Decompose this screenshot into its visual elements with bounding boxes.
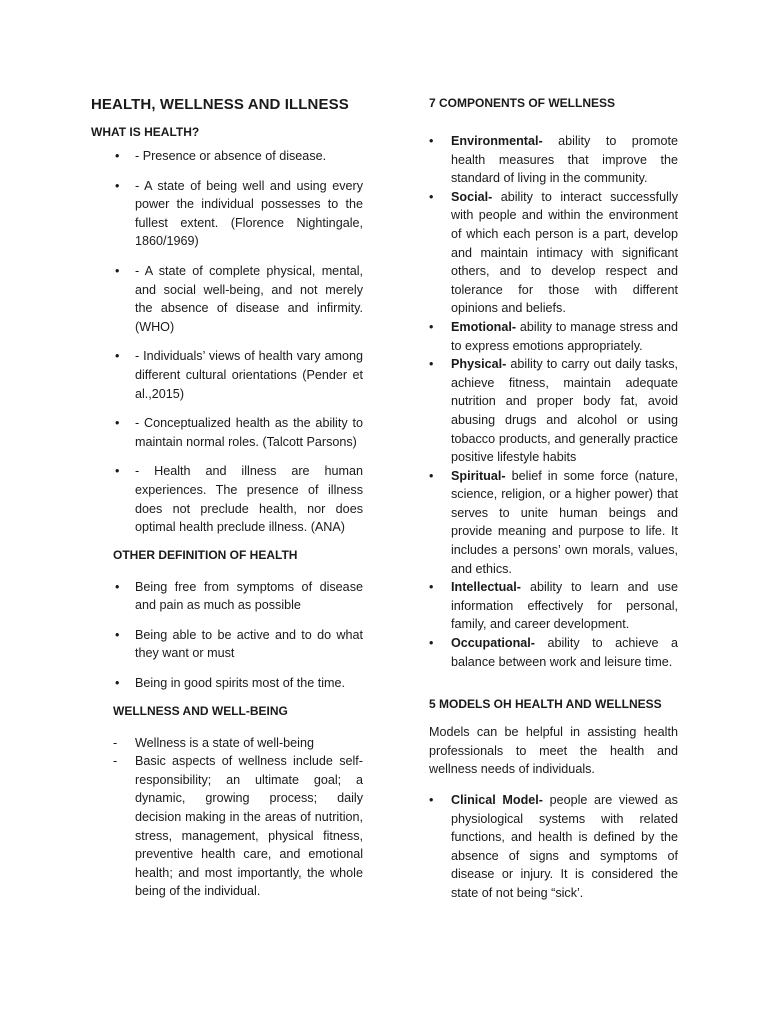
list-item: • - Presence or absence of disease.: [91, 147, 363, 166]
list-item: [429, 318, 678, 355]
definition: ability to carry out daily tasks, achieve fitness, maintain adequate nutrition and proper body fat, avoid abusing drugs and alcohol or using tobacco products, and generally practice positive lifestyle habits: [451, 357, 678, 465]
term: Clinical Model-: [451, 793, 543, 807]
list-item: • - Health and illness are human experiences. The presence of illness does not preclude health, nor does optimal health preclude illness. (ANA): [91, 462, 363, 536]
list-item: • - A state of complete physical, mental, and social well-being, and not merely the absence of disease and infirmity. (WHO): [91, 262, 363, 336]
section-heading-what-is-health: WHAT IS HEALTH?: [91, 125, 200, 139]
list-item: [429, 578, 678, 634]
wellness-list: [91, 734, 363, 901]
list-item: • - Individuals’ views of health vary among different cultural orientations (Pender et al.,2015): [91, 347, 363, 403]
right-column: [429, 96, 678, 903]
definition: ability to achieve a balance between work and leisure time.: [451, 636, 678, 669]
list-item: [429, 791, 678, 903]
components-list: [429, 132, 678, 671]
list-item: [429, 467, 678, 579]
page-title: HEALTH, WELLNESS AND ILLNESS: [91, 96, 349, 113]
section-heading-models: 5 MODELS OH HEALTH AND WELLNESS: [429, 697, 662, 712]
definition: people are viewed as physiological systems with related functions, and health is defined by the absence of signs and symptoms of disease or injury. It is considered the state of not being “sick’.: [451, 793, 678, 900]
list-item: • Being in good spirits most of the time.: [91, 674, 363, 693]
section-heading-wellness: WELLNESS AND WELL-BEING: [113, 703, 288, 718]
list-item: • Being able to be active and to do what they want or must: [91, 626, 363, 663]
definition: belief in some force (nature, science, religion, or a higher power) that serves to unite human beings and provide meaning and purpose to life. It includes a persons’ own morals, values, and ethics.: [451, 468, 678, 576]
term: Social-: [451, 189, 493, 204]
term: Environmental-: [451, 134, 543, 148]
list-item: - Wellness is a state of well-being: [91, 734, 363, 753]
list-item: [429, 634, 678, 671]
term: Occupational-: [451, 636, 535, 651]
section-heading-components: 7 COMPONENTS OF WELLNESS: [429, 96, 616, 110]
term: Emotional-: [451, 319, 517, 334]
section-heading-other-definition: OTHER DEFINITION OF HEALTH: [113, 547, 298, 562]
definition: ability to learn and use information effectively for personal, family, and career development.: [451, 580, 678, 632]
models-list: [429, 791, 678, 903]
definition: ability to manage stress and to express emotions appropriately.: [451, 319, 678, 353]
term: Spiritual-: [451, 468, 506, 483]
health-definitions-list: [91, 147, 363, 537]
list-item: • - Conceptualized health as the ability to maintain normal roles. (Talcott Parsons): [91, 414, 363, 451]
list-item: • Being free from symptoms of disease and pain as much as possible: [91, 578, 363, 615]
models-intro: Models can be helpful in assisting health professionals to meet the health and wellness needs of individuals.: [429, 725, 678, 777]
term: Intellectual-: [451, 580, 521, 595]
left-column: [91, 96, 363, 901]
list-item: - Basic aspects of wellness include self-responsibility; an ultimate goal; a dynamic, growing process; daily decision making in the areas of nutrition, stress, management, physical fitness, preventive health care, and emotional health; and most importantly, the whole being of the individual.: [91, 752, 363, 901]
other-definitions-list: [91, 578, 363, 693]
list-item: [429, 188, 678, 318]
list-item: [429, 132, 678, 188]
term: Physical-: [451, 357, 507, 372]
definition: ability to interact successfully with people and within the environment of which each person is a part, develop and maintain intimacy with significant others, and to develop respect and tolerance for those with different opinions and beliefs.: [451, 189, 678, 316]
list-item: [429, 355, 678, 467]
definition: ability to promote health measures that improve the standard of living in the community.: [451, 134, 678, 186]
list-item: • - A state of being well and using every power the individual possesses to the fullest extent. (Florence Nightingale, 1860/1969): [91, 177, 363, 251]
